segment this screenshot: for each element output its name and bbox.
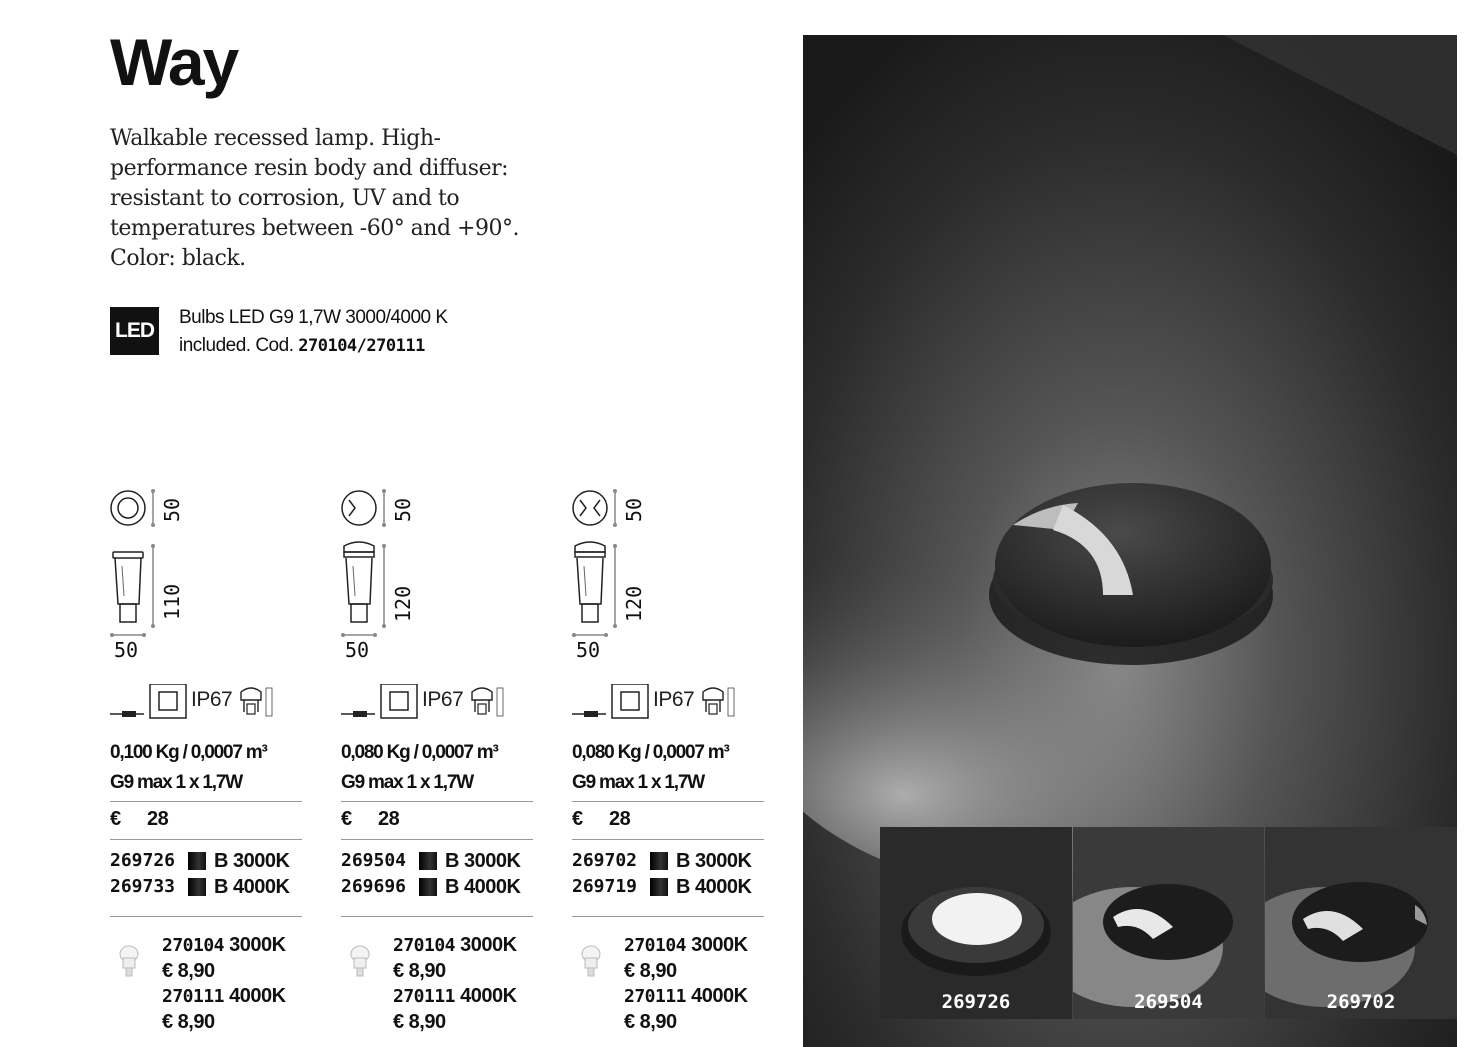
divider [572,801,764,802]
color-swatch [650,878,668,896]
bulb-price: € 8,90 [393,959,446,982]
currency: € [341,808,352,830]
bulb-price: € 8,90 [624,1010,677,1033]
code-label: B 4000K [445,876,521,898]
bulb-note-text: included. Cod. [179,335,294,356]
weight-volume: 0,080 Kg / 0,0007 m³ [341,742,498,763]
code-label: B 3000K [676,850,752,872]
recessed-install-icon [572,684,652,724]
code-row [341,874,520,900]
spare-bulbs [162,933,286,1035]
divider [341,916,533,917]
ip-rating: IP67 [422,688,464,711]
bulb-note-codes: 270104/270111 [298,336,425,356]
code-row [341,848,520,874]
bulb-row [162,933,286,959]
bulb-price: € 8,90 [624,959,677,982]
bulb-code: 270104 [393,935,456,956]
code-label: B 4000K [676,876,752,898]
g9-bulb-icon [116,944,142,978]
product-code: 269726 [110,850,176,871]
divider [110,916,302,917]
recessed-install-icon [110,684,190,724]
color-swatch [188,878,206,896]
spare-bulbs [624,933,748,1035]
divider [341,801,533,802]
bulb-row [624,933,748,959]
bulb-temp: 4000K [691,985,748,1007]
bulb-price: € 8,90 [162,959,215,982]
product-code: 269696 [341,876,407,897]
bulb-temp: 4000K [460,985,517,1007]
product-description: Walkable recessed lamp. High-performance resin body and diffuser: resistant to corrosion, UV and to temperatures between -60° and +90°. Color: black. [110,126,519,271]
bulb-temp: 3000K [229,934,286,956]
product-title: Way [110,25,238,99]
bulb-included-icon [237,686,277,720]
weight-volume: 0,080 Kg / 0,0007 m³ [572,742,729,763]
width-dimension: 50 [576,638,601,662]
bulb-row [624,984,748,1010]
ip-rating-row [341,684,536,724]
thumbnail-269702 [1265,827,1457,1019]
divider [110,801,302,802]
variant-column [341,486,536,1047]
width-dimension: 50 [345,638,370,662]
product-code: 269719 [572,876,638,897]
thumbnail-269726 [880,827,1072,1019]
color-swatch [419,878,437,896]
height-dimension: 120 [391,585,415,622]
bulb-note-line2 [179,332,539,360]
product-code: 269702 [572,850,638,871]
ip-rating-row [110,684,305,724]
color-swatch [188,852,206,870]
code-row [110,874,289,900]
currency: € [110,808,121,830]
currency: € [572,808,583,830]
top-dimension: 50 [160,497,184,522]
product-code: 269733 [110,876,176,897]
bulb-code: 270104 [624,935,687,956]
bulb-row [162,984,286,1010]
recessed-install-icon [341,684,421,724]
bulb-spec: G9 max 1 x 1,7W [341,772,473,793]
top-dimension: 50 [622,497,646,522]
thumbnail-label: 269726 [941,991,1011,1013]
code-label: B 3000K [214,850,290,872]
variant-column [572,486,767,1047]
ip-rating: IP67 [653,688,695,711]
product-codes [572,848,751,900]
ip-rating: IP67 [191,688,233,711]
divider [341,839,533,840]
thumbnail-label: 269504 [1134,991,1203,1013]
g9-bulb-icon [347,944,373,978]
width-dimension: 50 [114,638,139,662]
height-dimension: 120 [622,585,646,622]
specs [341,738,498,798]
code-label: B 4000K [214,876,290,898]
specs [572,738,729,798]
price-value: 28 [147,808,169,830]
code-label: B 3000K [445,850,521,872]
bulb-spec: G9 max 1 x 1,7W [110,772,242,793]
height-dimension: 110 [160,583,184,620]
divider [110,839,302,840]
bulb-temp: 4000K [229,985,286,1007]
bulb-temp: 3000K [691,934,748,956]
variant-column [110,486,305,1047]
bulb-code: 270111 [162,986,225,1007]
thumbnail-269504 [1073,827,1264,1019]
bulb-code: 270111 [393,986,456,1007]
bulb-code: 270111 [624,986,687,1007]
ip-rating-row [572,684,767,724]
price-value: 28 [609,808,631,830]
divider [572,839,764,840]
product-codes [341,848,520,900]
code-row [110,848,289,874]
color-swatch [419,852,437,870]
price-value: 28 [378,808,400,830]
code-row [572,874,751,900]
color-swatch [650,852,668,870]
bulb-row [393,984,517,1010]
bulb-included-icon [699,686,739,720]
spare-bulbs [393,933,517,1035]
bulb-spec: G9 max 1 x 1,7W [572,772,704,793]
bulb-code: 270104 [162,935,225,956]
code-row [572,848,751,874]
thumbnail-label: 269702 [1326,991,1396,1013]
divider [572,916,764,917]
g9-bulb-icon [578,944,604,978]
bulb-price: € 8,90 [162,1010,215,1033]
bulb-price: € 8,90 [393,1010,446,1033]
product-code: 269504 [341,850,407,871]
price [572,808,630,831]
weight-volume: 0,100 Kg / 0,0007 m³ [110,742,267,763]
product-codes [110,848,289,900]
led-badge: LED [110,307,159,355]
bulb-temp: 3000K [460,934,517,956]
bulb-note [179,304,539,360]
price [341,808,399,831]
price [110,808,168,831]
bulb-note-line1: Bulbs LED G9 1,7W 3000/4000 K [179,307,448,328]
top-dimension: 50 [391,497,415,522]
bulb-row [393,933,517,959]
bulb-included-icon [468,686,508,720]
specs [110,738,267,798]
